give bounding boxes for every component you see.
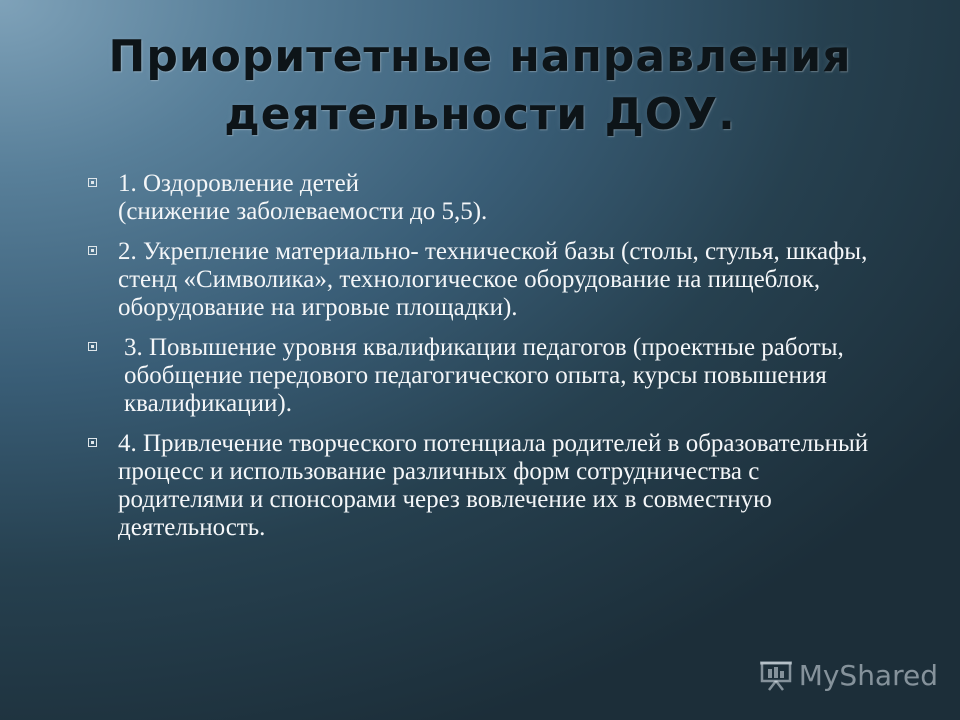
- square-bullet-icon: [88, 342, 97, 351]
- presentation-board-icon: [759, 658, 793, 692]
- list-item: [88, 430, 878, 542]
- list-item-text: 2. Укрепление материально- технической базы (столы, стулья, шкафы, стенд «Символика», технологическое оборудование на пищеблок, оборудование на игровые площадки).: [118, 238, 868, 321]
- square-bullet-icon: [88, 246, 97, 255]
- watermark-text: MyShared: [798, 658, 938, 692]
- list-item: [88, 238, 878, 322]
- list-item: [88, 334, 878, 418]
- square-bullet-icon: [88, 438, 97, 447]
- priority-list: [88, 170, 878, 554]
- list-item: [88, 170, 878, 226]
- list-item-text: 3. Повышение уровня квалификации педагогов (проектные работы, обобщение передового педагогического опыта, курсы повышения квалификации).: [124, 334, 844, 417]
- list-item-text-continuation: (снижение заболеваемости до 5,5).: [118, 198, 488, 225]
- list-item-text: 1. Оздоровление детей: [118, 170, 360, 197]
- square-bullet-icon: [88, 178, 97, 187]
- watermark: [759, 658, 938, 692]
- list-item-text: 4. Привлечение творческого потенциала родителей в образовательный процесс и использование различных форм сотрудничества с родителями и спонсорами через вовлечение их в совместную деятельность.: [118, 430, 869, 541]
- slide-title: Приоритетные направления деятельности ДОУ.: [108, 31, 852, 140]
